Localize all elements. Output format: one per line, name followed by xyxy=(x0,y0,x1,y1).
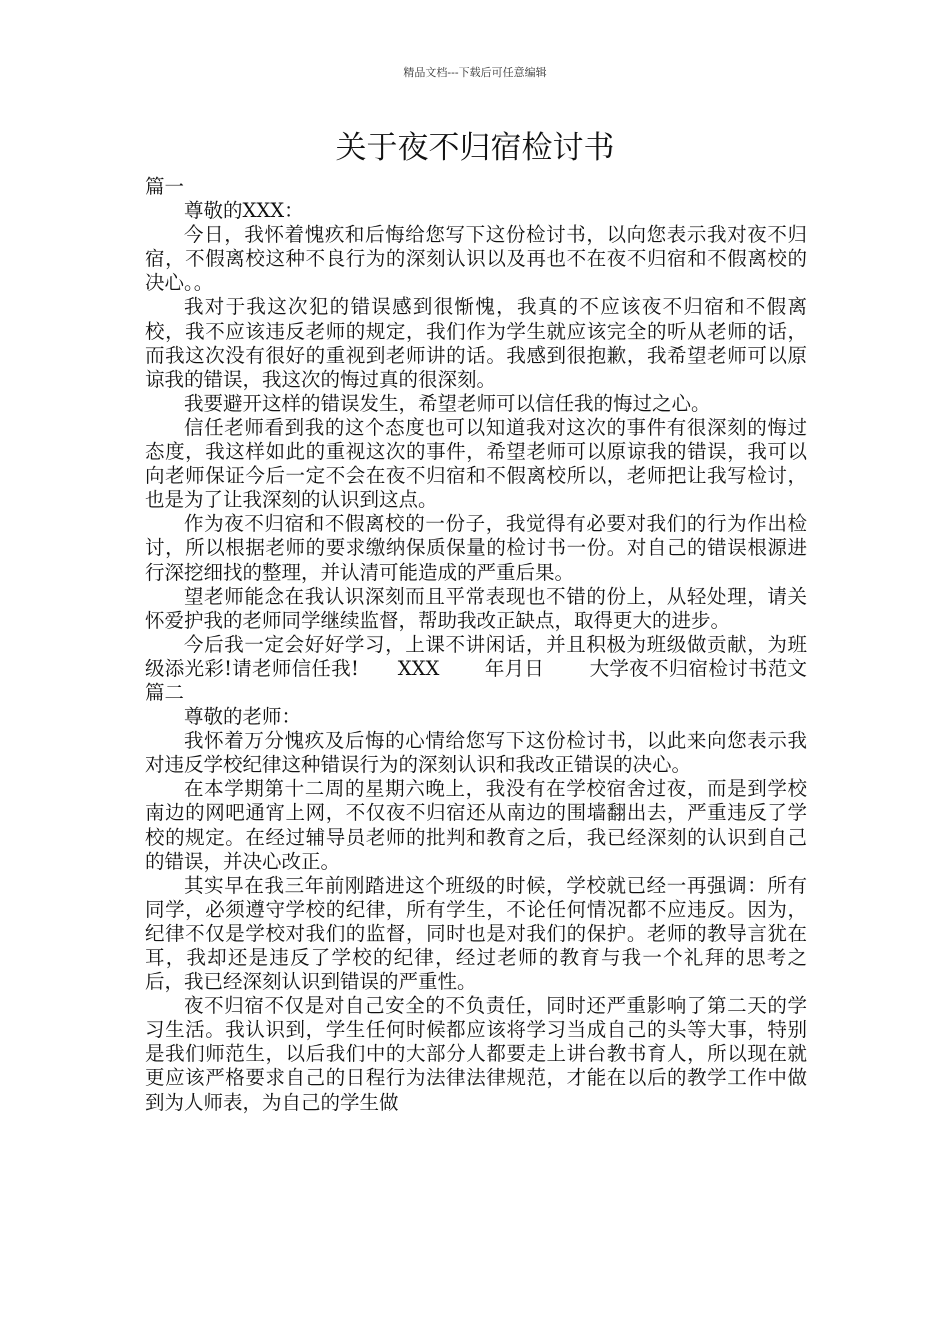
document-body xyxy=(145,175,807,1115)
paragraph: 我怀着万分愧疚及后悔的心情给您写下这份检讨书，以此来向您表示我对违反学校纪律这种错误行为的深刻认识和我改正错误的决心。 xyxy=(145,729,807,777)
paragraph: 今日，我怀着愧疚和后悔给您写下这份检讨书，以向您表示我对夜不归宿，不假离校这种不良行为的深刻认识以及再也不在夜不归宿和不假离校的决心。。 xyxy=(145,223,807,295)
paragraph: 信任老师看到我的这个态度也可以知道我对这次的事件有很深刻的悔过态度，我这样如此的重视这次的事件，希望老师可以原谅我的错误，我可以向老师保证今后一定不会在夜不归宿和不假离校所以，老师把让我写检讨，也是为了让我深刻的认识到这点。 xyxy=(145,415,807,512)
paragraph: 我要避开这样的错误发生，希望老师可以信任我的悔过之心。 xyxy=(184,391,711,415)
document-title: 关于夜不归宿检讨书 xyxy=(335,130,615,166)
paragraph: 望老师能念在我认识深刻而且平常表现也不错的份上，从轻处理，请关怀爱护我的老师同学继续监督，帮助我改正缺点，取得更大的进步。 xyxy=(145,584,807,632)
paragraph: 我对于我这次犯的错误感到很惭愧，我真的不应该夜不归宿和不假离校，我不应该违反老师的规定，我们作为学生就应该完全的听从老师的话，而我这次没有很好的重视到老师讲的话。我感到很抱歉，我希望老师可以原谅我的错误，我这次的悔过真的很深刻。 xyxy=(145,295,807,391)
header-note: 精品文档---下载后可任意编辑 xyxy=(403,66,547,79)
paragraph: 夜不归宿不仅是对自己安全的不负责任，同时还严重影响了第二天的学习生活。我认识到，学生任何时候都应该将学习当成自己的头等大事，特别是我们师范生，以后我们中的大部分人都要走上讲台教书育人，所以现在就更应该严格要求自己的日程行为法律法律规范，才能在以后的教学工作中做到为人师表，为自己的学生做 xyxy=(145,994,807,1114)
paragraph: 今后我一定会好好学习，上课不讲闲话，并且积极为班级做贡献，为班级添光彩!请老师信任我! XXX 年月日 大学夜不归宿检讨书范文篇二 xyxy=(145,632,807,704)
paragraph: 尊敬的老师： xyxy=(184,705,302,729)
paragraph: 在本学期第十二周的星期六晚上，我没有在学校宿舍过夜，而是到学校南边的网吧通宵上网，不仅夜不归宿还从南边的围墙翻出去，严重违反了学校的规定。在经过辅导员老师的批判和教育之后，我已经深刻的认识到自己的错误，并决心改正。 xyxy=(145,777,807,873)
paragraph: 作为夜不归宿和不假离校的一份子，我觉得有必要对我们的行为作出检讨，所以根据老师的要求缴纳保质保量的检讨书一份。对自己的错误根源进行深挖细找的整理，并认清可能造成的严重后果。 xyxy=(145,512,807,584)
paragraph: 其实早在我三年前刚踏进这个班级的时候，学校就已经一再强调：所有同学，必须遵守学校的纪律，所有学生，不论任何情况都不应违反。因为，纪律不仅是学校对我们的监督，同时也是对我们的保护。老师的教导言犹在耳，我却还是违反了学校的纪律，经过老师的教育与我一个礼拜的思考之后，我已经深刻认识到错误的严重性。 xyxy=(145,873,807,994)
paragraph: 篇一 xyxy=(145,175,185,198)
paragraph: 尊敬的XXX： xyxy=(184,199,304,223)
